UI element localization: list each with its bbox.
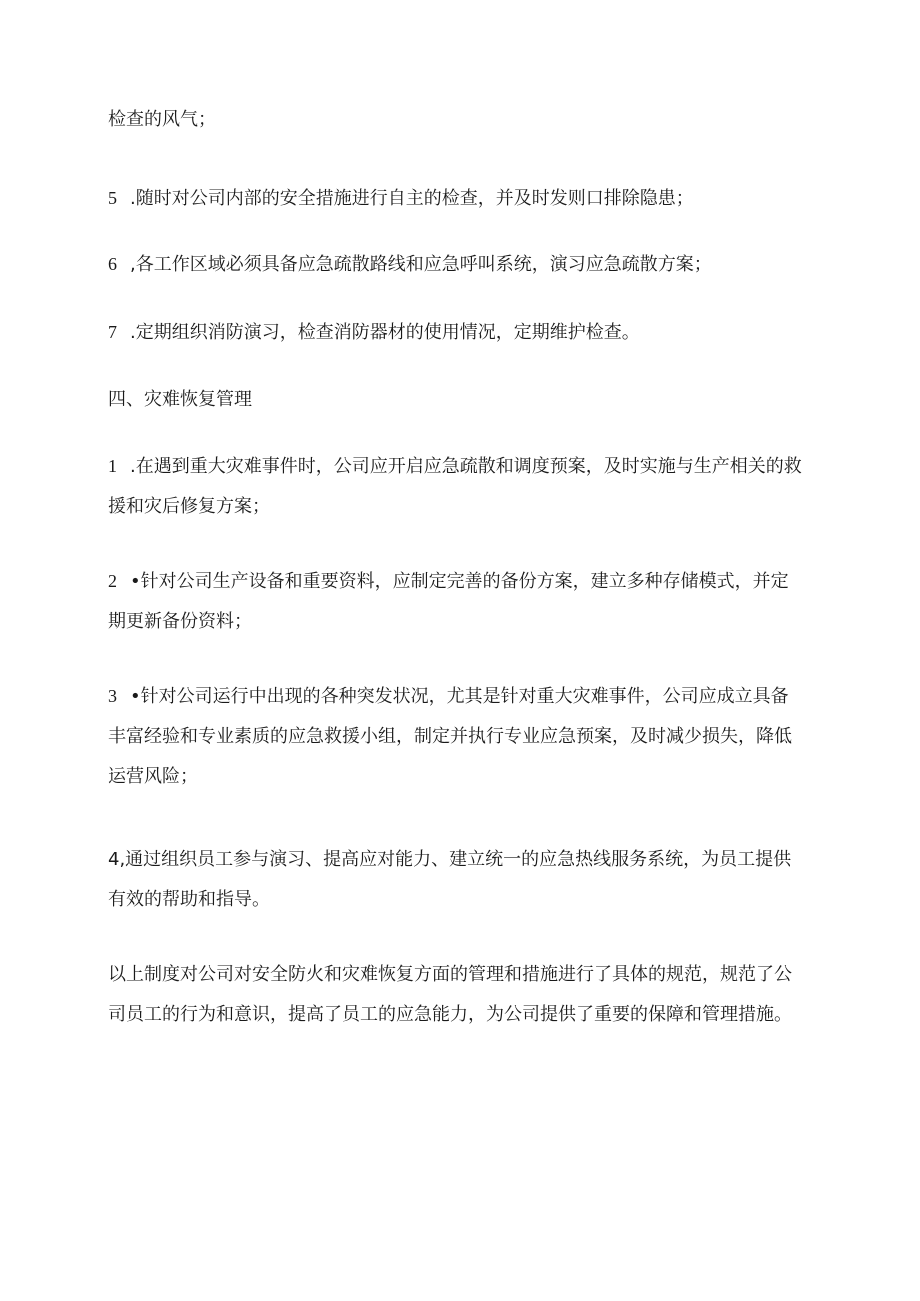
item-text-line: .在遇到重大灾难事件时，公司应开启应急疏散和调度预案，及时实施与生产相关的救 xyxy=(130,456,802,477)
item-number: 2 xyxy=(108,571,117,591)
item-text: ,各工作区域必须具备应急疏散路线和应急呼叫系统，演习应急疏散方案； xyxy=(130,254,712,275)
list-item-6 xyxy=(108,244,820,285)
recovery-item-2 xyxy=(108,561,820,642)
paragraph-line: 期更新备份资料； xyxy=(108,611,252,632)
paragraph-line: 丰富经验和专业素质的应急救援小组，制定并执行专业应急预案，及时减少损失，降低 xyxy=(108,726,792,747)
list-item-5 xyxy=(108,178,820,219)
recovery-item-1 xyxy=(108,446,820,527)
paragraph-line xyxy=(108,561,820,602)
paragraph-line: 运营风险； xyxy=(108,766,198,787)
continuation-text: 检查的风气； xyxy=(108,109,216,130)
item-number: 3 xyxy=(108,686,117,706)
recovery-item-3 xyxy=(108,676,820,797)
section-heading xyxy=(108,380,820,420)
item-text: .随时对公司内部的安全措施进行自主的检查，并及时发则口排除隐患； xyxy=(130,188,694,209)
paragraph-line: 4,通过组织员工参与演习、提高应对能力、建立统一的应急热线服务系统，为员工提供 xyxy=(108,849,792,870)
paragraph-line xyxy=(108,676,820,717)
paragraph-line: 以上制度对公司对安全防火和灾难恢复方面的管理和措施进行了具体的规范，规范了公 xyxy=(108,964,792,985)
item-text: .定期组织消防演习，检查消防器材的使用情况，定期维护检查。 xyxy=(130,322,640,343)
item-number: 7 xyxy=(108,322,117,342)
paragraph-line xyxy=(108,446,820,487)
list-item-7 xyxy=(108,312,820,353)
item-text-line: •针对公司生产设备和重要资料，应制定完善的备份方案，建立多种存储模式，并定 xyxy=(130,571,789,592)
item-text-line: •针对公司运行中出现的各种突发状况，尤其是针对重大灾难事件，公司应成立具备 xyxy=(130,686,789,707)
item-number: 6 xyxy=(108,254,117,274)
continuation-paragraph xyxy=(108,100,820,140)
recovery-item-4 xyxy=(108,840,820,920)
item-number: 5 xyxy=(108,188,117,208)
section-4-heading: 四、灾难恢复管理 xyxy=(108,389,252,410)
paragraph-line: 司员工的行为和意识，提高了员工的应急能力，为公司提供了重要的保障和管理措施。 xyxy=(108,1004,792,1025)
item-number: 1 xyxy=(108,456,117,476)
conclusion-paragraph xyxy=(108,955,820,1035)
paragraph-line: 有效的帮助和指导。 xyxy=(108,889,270,910)
paragraph-line: 援和灾后修复方案； xyxy=(108,496,270,517)
